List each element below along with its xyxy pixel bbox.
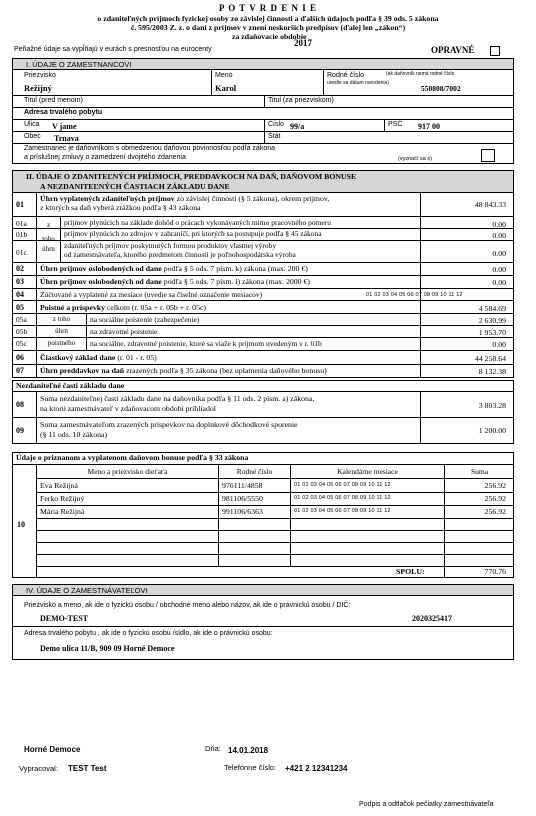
row-01a-number: 01a: [16, 219, 27, 228]
row-01c-label-2: od zamestnávateľa, ktorého predmetom činnosti je poľnohospodárska výroba: [64, 250, 296, 259]
title-line-1: o zdaniteľných príjmoch fyzickej osoby zo závislej činnosti a ďalších údajoch podľa § 39 ods. 5 zákona: [97, 14, 439, 23]
limited-tax-checkbox[interactable]: [481, 149, 495, 162]
child-rc: 981106/5550: [222, 494, 263, 503]
row-05-label: celkom (r. 05a + r. 05b + r. 05c): [104, 303, 207, 312]
row-05b-number: 05b: [16, 327, 28, 336]
surname-value: Režijný: [24, 83, 52, 93]
row-01b-label: príjmov plynúcich zo zdrojov v zahraničí, pri ktorých sa postupuje podľa § 45 zákona: [64, 229, 322, 238]
row-03-value: 0.00: [492, 278, 506, 287]
birth-number-label: Rodné číslo: [327, 72, 364, 79]
col-sum: Suma: [470, 467, 489, 476]
opravne-label: OPRAVNÉ: [431, 45, 475, 55]
treaty-text-1: Zamestnanec je daňovníkom s obmedzenou daňovou povinnosťou podľa zákona: [24, 145, 276, 152]
zip-value: 917 00: [418, 122, 440, 131]
row-01a-label: príjmov plynúcich na základe dohôd o prácach vykonávaných mimo pracovného pomeru: [64, 218, 331, 227]
date-label: Dňa:: [205, 744, 221, 753]
row-06-label-bold: Čiastkový základ dane: [40, 353, 116, 362]
row-05b-label: na zdravotné poistenie: [90, 327, 158, 336]
phone-value: +421 2 12341234: [285, 764, 348, 773]
opravne-checkbox[interactable]: [490, 46, 500, 56]
zip-label: PSČ: [388, 121, 403, 128]
child-months: 01 02 03 04 05 06 07 08 09 10 11 12: [294, 508, 391, 514]
section-employee-heading: I. ÚDAJE O ZAMESTNANCOVI: [26, 60, 132, 69]
phone-label: Telefónne číslo:: [224, 763, 277, 772]
col-months: Kalendárne mesiace: [337, 467, 398, 476]
row-02-number: 02: [16, 264, 24, 273]
street-value: V jame: [52, 122, 77, 131]
title-before-label: Titul (pred menom): [24, 97, 83, 104]
state-label: Štát: [268, 133, 281, 140]
row-01b-value: 0.00: [492, 231, 506, 240]
row-04-months: 01 02 03 04 05 06 07 08 09 10 11 12: [366, 292, 463, 298]
row-02-label-bold: Úhrn príjmov oslobodených od dane: [40, 264, 162, 273]
row-06-number: 06: [16, 353, 24, 362]
row-01-number: 01: [16, 200, 24, 209]
row-01-label: zo závislej činnosti (§ 5 zákona), okrem príjmov,: [174, 194, 330, 203]
employer-address-label: Adresa trvalého pobytu , ak ide o fyzickú osobu /sídlo, ak ide o právnickú osobu:: [24, 630, 273, 637]
employer-name-label: Priezvisko a meno, ak ide o fyzickú osobu / obchodné meno alebo názov, ak ide o právnickú osobu / DIČ:: [24, 602, 351, 609]
row-04-label: Zúčtované a vyplatené za mesiace (uvedie sa číselné označenie mesiacov): [40, 290, 263, 299]
row-02-label: podľa § 5 ods. 7 písm. k) zákona (max. 200 €): [161, 264, 308, 273]
birth-number-value: 550808/7002: [421, 84, 461, 93]
r05-z-toho-1: z toho: [52, 315, 71, 323]
treaty-text-2: a príslušnej zmluvy o zamedzení dvojitého zdanenia: [24, 154, 186, 161]
col-child-rc: Rodné číslo: [236, 467, 273, 476]
child-rc: 991106/6363: [222, 507, 263, 516]
r05-z-toho-2: úhrn: [55, 327, 68, 335]
tax-year: 2017: [294, 38, 312, 48]
house-number-value: 99/a: [290, 122, 305, 131]
row-06-value: 44 258.64: [474, 354, 506, 363]
row-09-value: 1 200.00: [478, 426, 506, 435]
city-label: Obec: [24, 133, 41, 140]
child-sum: 256.92: [484, 507, 506, 516]
z-toho-1: z: [46, 221, 51, 229]
row-05b-value: 1 953.70: [478, 328, 506, 337]
row-02-value: 0.00: [492, 265, 506, 274]
house-number-label: Číslo: [268, 121, 284, 128]
z-toho-2: toho: [42, 235, 55, 243]
bonus-total-value: 770.76: [484, 567, 506, 576]
row-05c-number: 05c: [16, 339, 27, 348]
child-rc: 976111/4858: [222, 481, 263, 490]
child-name: Mária Režijná: [40, 507, 85, 516]
row-01c-number: 01c: [16, 248, 27, 257]
birth-number-note-2: uvedie sa dátum narodenia): [327, 80, 389, 86]
prepared-by-value: TEST Test: [68, 764, 107, 773]
signature-caption: Podpis a odtlačok pečiatky zamestnávateľa: [359, 801, 494, 808]
child-months: 01 02 03 04 05 06 07 08 09 10 11 12: [294, 495, 391, 501]
row-09-number: 09: [16, 426, 24, 435]
currency-note: Peňažné údaje sa vypĺňajú v eurách s presnosťou na eurocenty: [14, 46, 212, 53]
row-03-number: 03: [16, 277, 24, 286]
address-label: Adresa trvalého pobytu: [24, 109, 103, 116]
child-sum: 256.92: [484, 481, 506, 490]
birth-number-note-1: (ak daňovník nemá rodné číslo: [386, 71, 455, 77]
date-value: 14.01.2018: [228, 746, 269, 755]
row-05a-value: 2 630.99: [478, 316, 506, 325]
row-01-value: 48 843.33: [474, 200, 506, 209]
row-08-label-1: Suma nezdaniteľnej časti základu dane na daňovníka podľa § 11 ods. 2 písm. a) zákona,: [40, 394, 315, 403]
name-label: Meno: [215, 72, 233, 79]
row-07-label: zrazených podľa § 35 zákona (bez uplatnenia daňového bonusu): [124, 366, 327, 375]
title-after-label: Titul (za priezviskom): [268, 97, 334, 104]
row-01-label-bold: Úhrn vyplatených zdaniteľných príjmov: [40, 194, 175, 203]
row-09-label-1: Suma zamestnávateľom zrazených príspevkov na doplnkové dôchodkové sporenie: [40, 420, 298, 429]
row-04-number: 04: [16, 290, 24, 299]
row-07-number: 07: [16, 366, 24, 375]
row-08-value: 3 803.28: [478, 401, 506, 410]
child-months: 01 02 03 04 05 06 07 08 09 10 11 12: [294, 482, 391, 488]
row-01a-value: 0.00: [492, 220, 506, 229]
row-01-label-2: z ktorých sa daň vyberá zrážkou podľa § 43 zákona: [40, 203, 201, 212]
row-03-label-bold: Úhrn príjmov oslobodených od dane: [40, 277, 162, 286]
child-sum: 256.92: [484, 494, 506, 503]
row-05c-label: na sociálne, zdravotné poistenie, ktoré sa viaže k príjmom uvedeným v r. 01b: [90, 339, 322, 348]
deductions-heading: Nezdaniteľné časti základu dane: [16, 381, 125, 390]
employer-dic: 2020325417: [412, 614, 452, 623]
row-09-label-2: (§ 11 ods. 10 zákona): [40, 430, 108, 439]
row-08-number: 08: [16, 400, 24, 409]
col-child-name: Meno a priezvisko dieťaťa: [87, 467, 168, 476]
row-01b-number: 01b: [16, 230, 28, 239]
z-toho-3: úhrn: [42, 245, 55, 253]
name-value: Karol: [215, 83, 237, 93]
treaty-note: (vyznačí sa x): [398, 156, 432, 162]
title-line-3: za zdaňovacie obdobie: [232, 32, 307, 41]
bonus-heading: Údaje o priznanom a vyplatenom daňovom bonuse podľa § 33 zákona: [16, 453, 249, 462]
document-title: P O T V R D E N I E: [218, 3, 318, 13]
row-10-number: 10: [17, 520, 25, 529]
row-03-label: podľa § 5 ods. 7 písm. l) zákona (max. 2000 €): [161, 277, 311, 286]
section-income-heading-2: A NEZDANITEĽNÝCH ČASTIACH ZÁKLADU DANE: [40, 182, 230, 191]
section-income-heading-1: II. ÚDAJE O ZDANITEĽNÝCH PRÍJMOCH, PREDDAVKOCH NA DAŇ, DAŇOVOM BONUSE: [26, 172, 357, 181]
employer-heading: IV. ÚDAJE O ZAMESTNÁVATEĽOVI: [26, 586, 148, 595]
row-07-value: 8 132.38: [478, 367, 506, 376]
row-05-number: 05: [16, 303, 24, 312]
row-05a-label: na sociálne poistenie (zabezpečenie): [90, 315, 200, 324]
employer-address: Demo ulica 11/B, 909 09 Horné Democe: [40, 644, 175, 653]
row-06-label: (r. 01 - r. 05): [115, 353, 157, 362]
prepared-by-label: Vypracoval:: [19, 764, 58, 773]
r05-z-toho-3: poistného: [47, 339, 76, 347]
city-value: Trnava: [54, 134, 79, 143]
row-01c-value: 0.00: [492, 249, 506, 258]
street-label: Ulica: [24, 121, 40, 128]
row-05-value: 4 584.69: [478, 304, 506, 313]
place: Horné Democe: [24, 745, 81, 754]
title-line-2: č. 595/2003 Z. z. o dani z príjmov v znení neskorších predpisov (ďalej len „zákon“): [130, 23, 406, 32]
row-05-label-bold: Poistné a príspevky: [40, 303, 105, 312]
row-08-label-2: na ktorú zamestnávateľ v zdaňovacom období prihliadol: [40, 404, 216, 413]
child-name: Eva Režijná: [40, 481, 78, 490]
row-07-label-bold: Úhrn preddavkov na daň: [40, 366, 125, 375]
employer-name: DEMO-TEST: [40, 614, 89, 623]
child-name: Ferko Režijný: [40, 494, 85, 503]
bonus-total-label: SPOLU:: [396, 567, 425, 576]
row-01c-label-1: zdaniteľných príjmov poskytnutých formou produktov vlastnej výroby: [64, 241, 277, 250]
surname-label: Priezvisko: [24, 72, 56, 79]
row-05a-number: 05a: [16, 315, 27, 324]
row-05c-value: 0.00: [492, 340, 506, 349]
